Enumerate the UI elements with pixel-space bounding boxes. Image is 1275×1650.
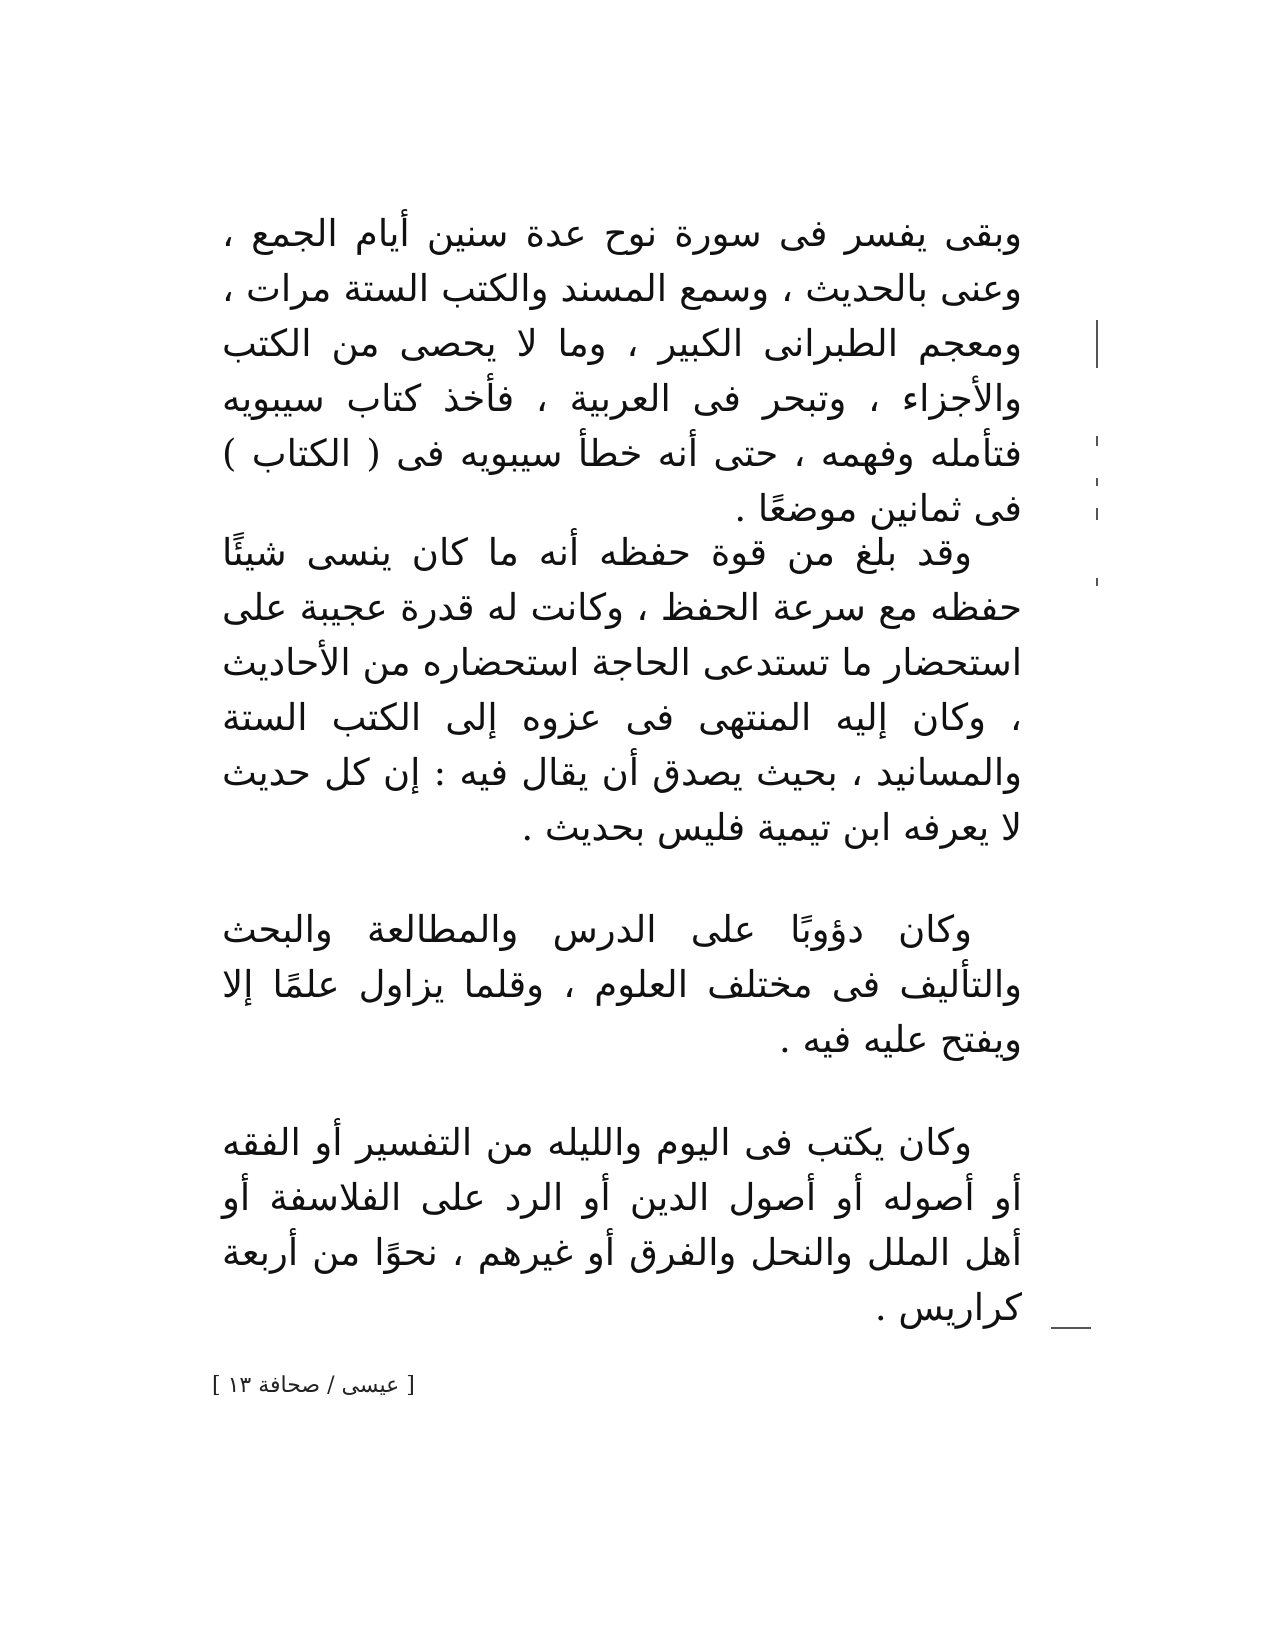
- paragraph-1-text: وبقى يفسر فى سورة نوح عدة سنين أيام الجمع ، وعنى بالحديث ، وسمع المسند والكتب الستة مرات ، ومعجم الطبرانى الكبير ، وما لا يحصى من الكتب والأجزاء ، وتبحر فى العربية ، فأخذ كتاب سيبويه فتأمله وفهمه ، حتى أنه خطأ سيبويه فى ( الكتاب ) فى ثمانين موضعًا .: [222, 212, 1022, 530]
- paragraph-4-text: وكان يكتب فى اليوم والليله من التفسير أو الفقه أو أصوله أو أصول الدين أو الرد على الفلاسفة أو أهل الملل والنحل والفرق أو غيرهم ، نحوًا من أربعة كراريس .: [222, 1121, 1022, 1329]
- margin-rule: [1051, 1327, 1091, 1329]
- paragraph-3-text: وكان دؤوبًا على الدرس والمطالعة والبحث والتأليف فى مختلف العلوم ، وقلما يزاول علمًا إلا ويفتح عليه فيه .: [222, 908, 1022, 1061]
- paragraph-1: [222, 206, 1022, 536]
- margin-mark: [1096, 508, 1098, 520]
- paragraph-3: [222, 902, 1022, 1067]
- page-footer-signature: [ عيسى / صحافة ١٣ ]: [212, 1373, 415, 1398]
- paragraph-2-text: وقد بلغ من قوة حفظه أنه ما كان ينسى شيئًا حفظه مع سرعة الحفظ ، وكانت له قدرة عجيبة على استحضار ما تستدعى الحاجة استحضاره من الأحاديث ، وكان إليه المنتهى فى عزوه إلى الكتب الستة والمسانيد ، بحيث يصدق أن يقال فيه : إن كل حديث لا يعرفه ابن تيمية فليس بحديث .: [222, 531, 1022, 849]
- paragraph-4: [222, 1115, 1022, 1335]
- margin-mark: [1096, 478, 1098, 486]
- paragraph-2: [222, 525, 1022, 855]
- margin-mark: [1096, 320, 1098, 368]
- margin-mark: [1096, 578, 1098, 586]
- margin-mark: [1096, 436, 1098, 446]
